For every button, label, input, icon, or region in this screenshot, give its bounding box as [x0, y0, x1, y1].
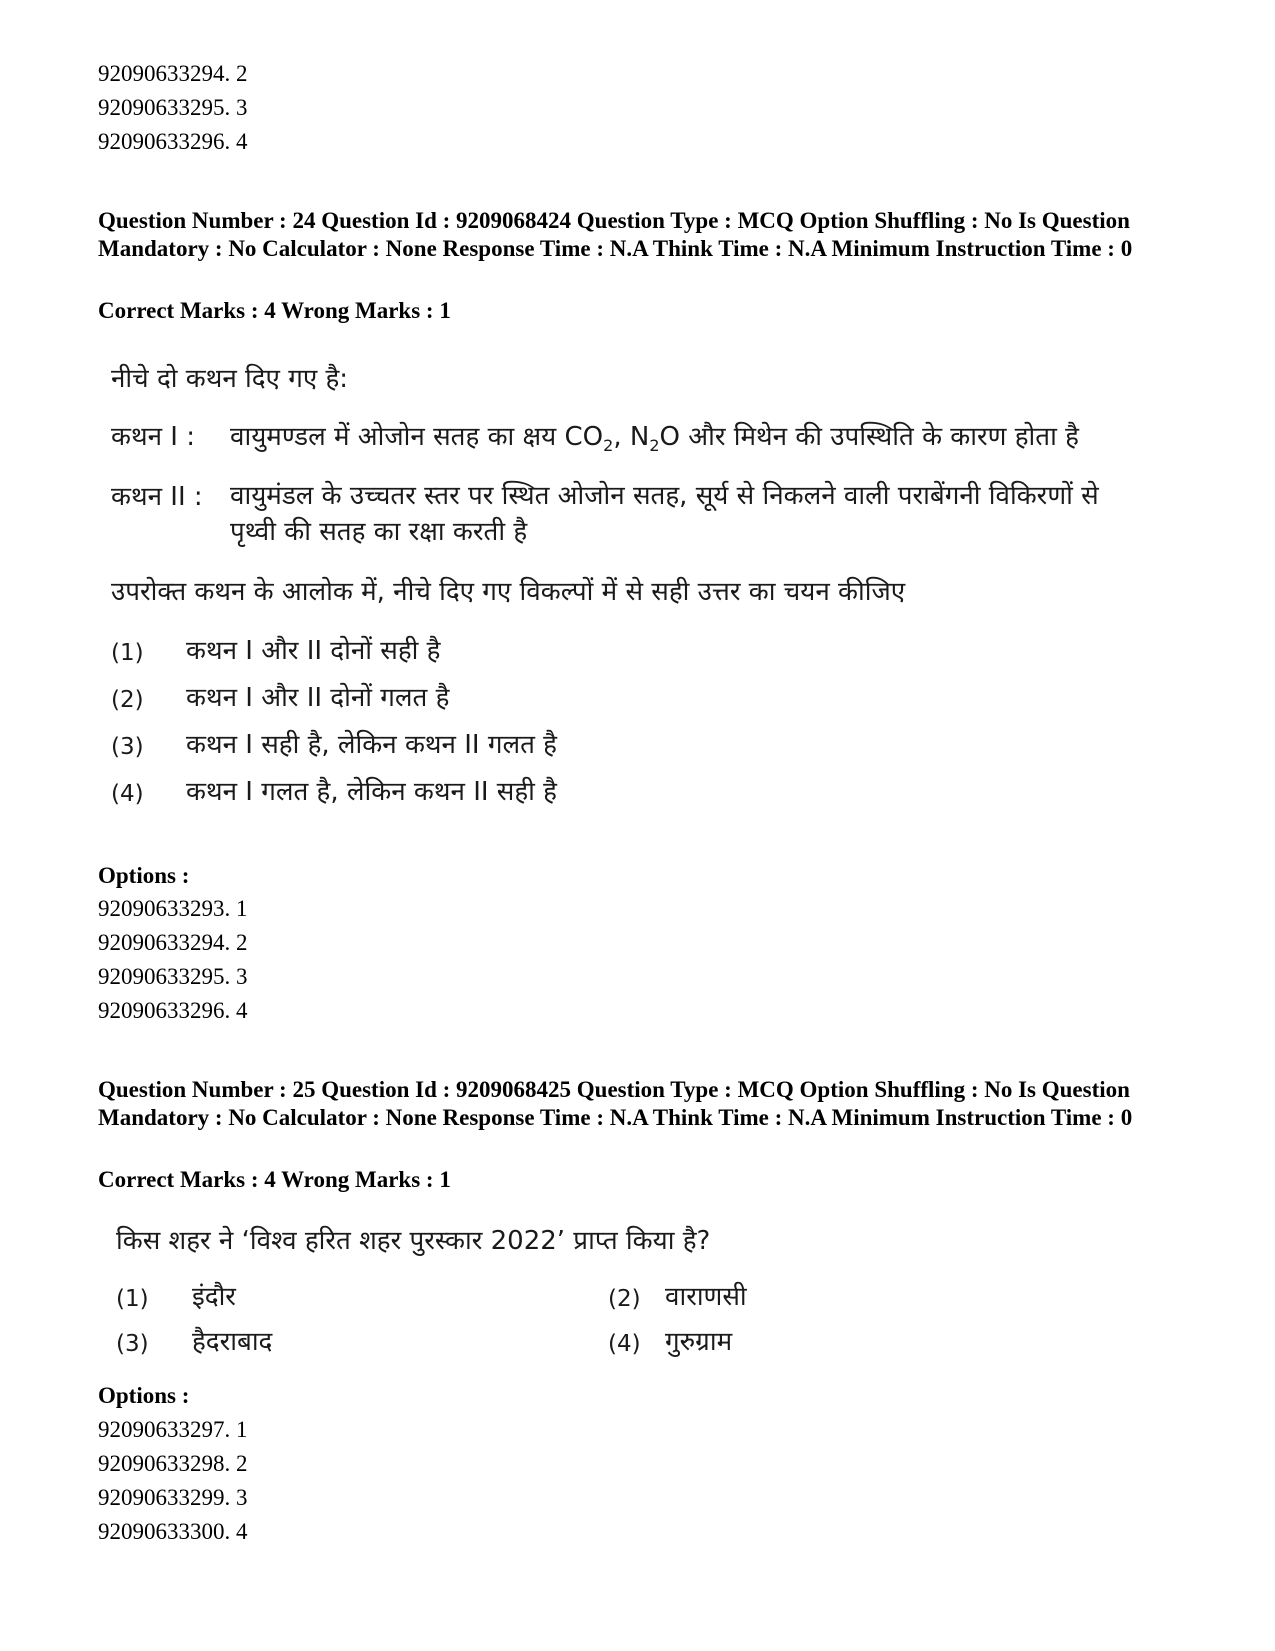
option-line: 92090633297. 1	[98, 1417, 248, 1442]
question-25-meta: Question Number : 25 Question Id : 9209068425 Question Type : MCQ Option Shuffling : No Is Question Mandatory : No Calculator : None Response Time : N.A Think Time : N.A Minimum Instruction Time : 0	[98, 1077, 1133, 1130]
choice-text: कथन I और II दोनों सही है	[186, 636, 441, 666]
choice-text: कथन I और II दोनों गलत है	[186, 683, 450, 713]
option-line: 92090633299. 3	[98, 1485, 248, 1510]
choice-number: (3)	[111, 734, 144, 760]
question-25-marks: Correct Marks : 4 Wrong Marks : 1	[98, 1167, 451, 1192]
option-line: 92090633296. 4	[98, 998, 248, 1023]
choice-number: (4)	[111, 781, 144, 807]
options-heading: Options :	[98, 1383, 190, 1408]
choice-text: इंदौर	[192, 1282, 236, 1312]
question-24-prompt: उपरोक्त कथन के आलोक में, नीचे दिए गए विकल्पों में से सही उत्तर का चयन कीजिए	[111, 577, 906, 607]
option-line: 92090633295. 3	[98, 95, 248, 120]
statement-2-text: वायुमंडल के उच्चतर स्तर पर स्थित ओजोन सतह, सूर्य से निकलने वाली पराबेंगनी विकिरणों से पृथ्वी की सतह का रक्षा करती है	[230, 481, 1099, 547]
choice-text: कथन I गलत है, लेकिन कथन II सही है	[186, 777, 557, 807]
option-line: 92090633294. 2	[98, 61, 248, 86]
statement-1-label: कथन I :	[111, 422, 195, 452]
choice-number: (1)	[116, 1286, 149, 1312]
choice-number: (4)	[608, 1331, 641, 1357]
choice-number: (3)	[116, 1331, 149, 1357]
options-heading: Options :	[98, 863, 190, 888]
option-line: 92090633293. 1	[98, 896, 248, 921]
question-25-text: किस शहर ने ‘विश्व हरित शहर पुरस्कार 2022’ प्राप्त किया है?	[116, 1226, 711, 1256]
choice-text: कथन I सही है, लेकिन कथन II गलत है	[186, 730, 557, 760]
option-line: 92090633300. 4	[98, 1519, 248, 1544]
option-line: 92090633295. 3	[98, 964, 248, 989]
choice-number: (1)	[111, 640, 144, 666]
question-24-marks: Correct Marks : 4 Wrong Marks : 1	[98, 298, 451, 323]
choice-number: (2)	[111, 687, 144, 713]
question-24-intro: नीचे दो कथन दिए गए है:	[111, 364, 349, 394]
option-line: 92090633294. 2	[98, 930, 248, 955]
question-24-meta: Question Number : 24 Question Id : 9209068424 Question Type : MCQ Option Shuffling : No Is Question Mandatory : No Calculator : None Response Time : N.A Think Time : N.A Minimum Instruction Time : 0	[98, 208, 1133, 261]
option-line: 92090633296. 4	[98, 129, 248, 154]
statement-2-label: कथन II :	[111, 482, 203, 512]
choice-number: (2)	[608, 1286, 641, 1312]
choice-text: वाराणसी	[665, 1282, 747, 1312]
statement-1-text: वायुमण्डल में ओजोन सतह का क्षय $CO_2$, $N_2O$ और मिथेन की उपस्थिति के कारण होता है	[230, 422, 1079, 456]
choice-text: गुरुग्राम	[665, 1327, 733, 1357]
choice-text: हैदराबाद	[192, 1327, 273, 1357]
option-line: 92090633298. 2	[98, 1451, 248, 1476]
